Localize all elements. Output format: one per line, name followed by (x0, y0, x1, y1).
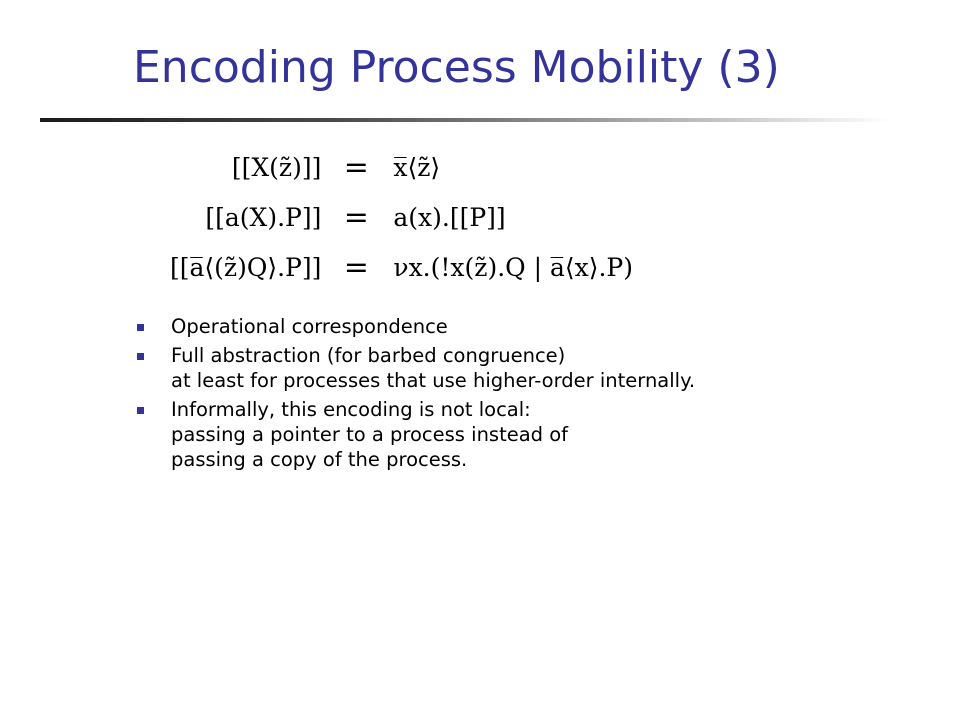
equation-block (170, 143, 633, 293)
equation-rhs: x̅⟨z̃⟩ (393, 153, 441, 182)
bullet-text: passing a pointer to a process instead of (171, 423, 569, 446)
title-divider (40, 118, 890, 122)
bullet-text: at least for processes that use higher-order internally. (171, 369, 696, 392)
bullet-text: Informally, this encoding is not local: (171, 398, 531, 421)
equation-row (170, 193, 633, 243)
bullet-text: Operational correspondence (171, 315, 448, 338)
equation-row (170, 243, 633, 293)
equation-rhs: a(x).[[P]] (393, 203, 506, 232)
square-bullet-icon (137, 324, 144, 331)
bullet-item (133, 343, 913, 393)
bullet-text: passing a copy of the process. (171, 448, 468, 471)
equals-sign: = (343, 150, 369, 185)
square-bullet-icon (137, 407, 144, 414)
bullet-item (133, 314, 913, 339)
slide-title: Encoding Process Mobility (3) (133, 42, 780, 93)
equals-sign: = (343, 250, 369, 285)
bullet-item (133, 397, 913, 472)
equation-row (170, 143, 633, 193)
square-bullet-icon (137, 353, 144, 360)
equation-lhs: [[a(X).P]] (205, 203, 322, 232)
equation-rhs: νx.(!x(z̃).Q | a̅⟨x⟩.P) (393, 253, 633, 282)
equals-sign: = (343, 200, 369, 235)
bullet-text: Full abstraction (for barbed congruence) (171, 344, 566, 367)
bullet-list (133, 314, 913, 476)
equation-lhs: [[a̅⟨(z̃)Q⟩.P]] (170, 253, 322, 282)
equation-lhs: [[X(z̃)]] (231, 153, 322, 182)
